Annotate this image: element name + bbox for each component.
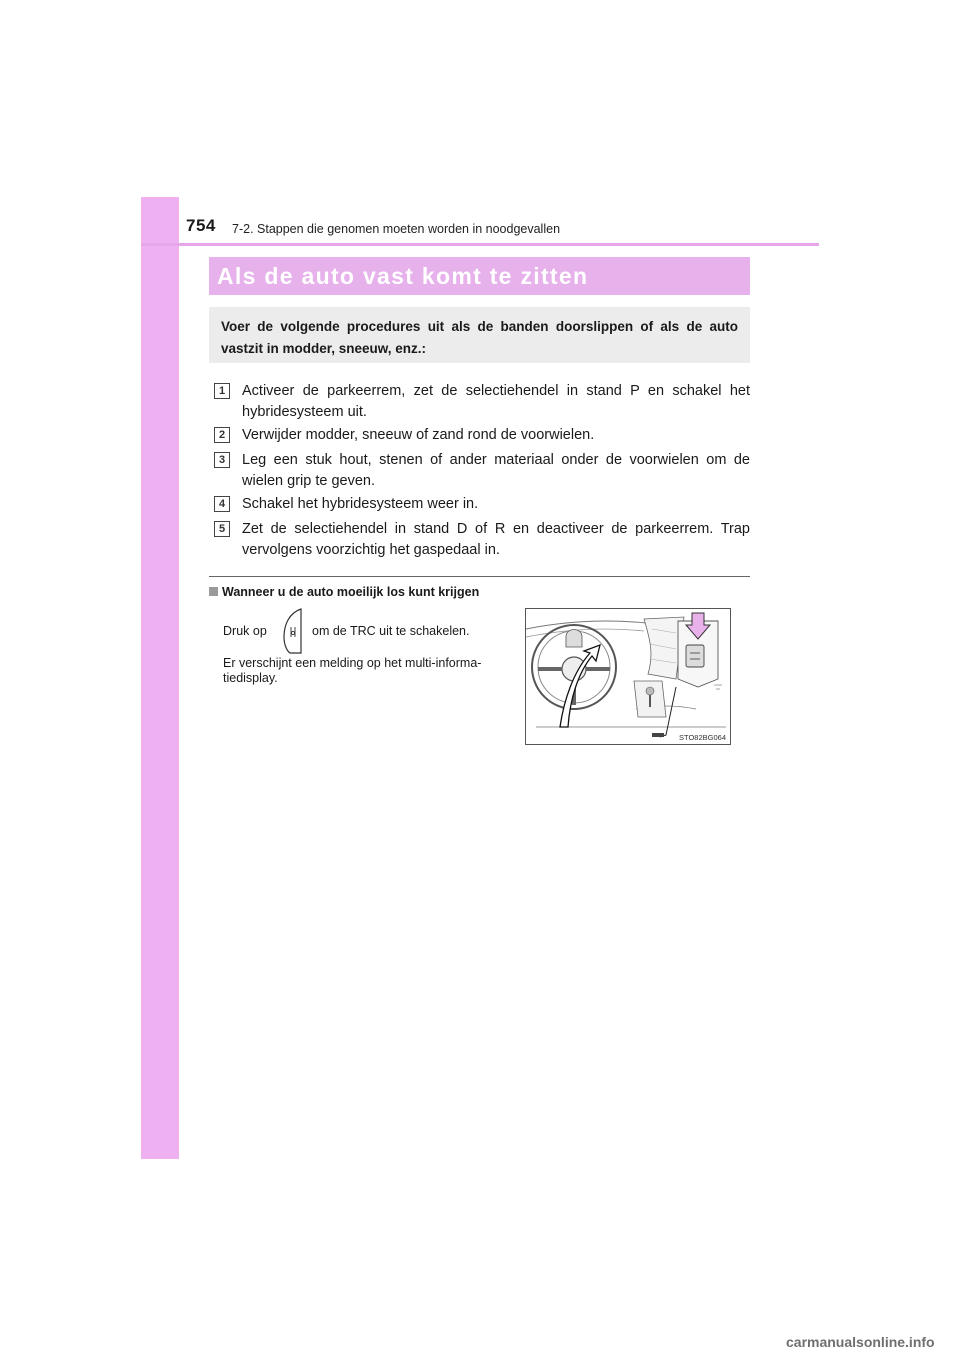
press-instruction-after: om de TRC uit te schakelen. [312,624,470,638]
step-number: 3 [214,452,230,468]
step-number: 2 [214,427,230,443]
intro-box: Voer de volgende procedures uit als de banden doorslippen of als de auto vastzit in modder, sneeuw, enz.: [209,307,750,363]
press-instruction-before: Druk op [223,624,267,638]
subsection-heading-text: Wanneer u de auto moeilijk los kunt krijgen [222,585,480,599]
step-number: 4 [214,496,230,512]
subsection-heading [209,585,479,599]
step-number: 5 [214,521,230,537]
dashboard-drawing [526,609,730,744]
step-text: Schakel het hybridesysteem weer in. [242,496,479,512]
page-number: 754 [186,216,216,235]
step-text: Zet de selectiehendel in stand D of R en deactiveer de parkeerrem. Trap vervolgens voorzichtig het gaspedaal in. [242,521,750,558]
header-divider [141,243,819,246]
side-tab-band [141,197,179,1159]
section-title: Als de auto vast komt te zitten [209,257,750,295]
display-note: Er verschijnt een melding op het multi-informa-tiedisplay. [223,656,482,685]
step-number: 1 [214,383,230,399]
dashboard-illustration [525,608,731,745]
step-text: Activeer de parkeerrem, zet de selectiehendel in stand P en schakel het hybridesysteem uit. [242,383,750,420]
step-text: Verwijder modder, sneeuw of zand rond de voorwielen. [242,427,595,443]
vsc-off-button-icon [281,607,305,655]
chapter-title: 7-2. Stappen die genomen moeten worden in noodgevallen [232,222,561,236]
watermark: carmanualsonline.info [786,1334,935,1350]
figure-code: STO82BG064 [679,733,726,742]
square-bullet-icon [209,587,218,596]
step-text: Leg een stuk hout, stenen of ander materiaal onder de voorwielen om de wielen grip te geven. [242,452,750,489]
section-divider [209,576,750,577]
